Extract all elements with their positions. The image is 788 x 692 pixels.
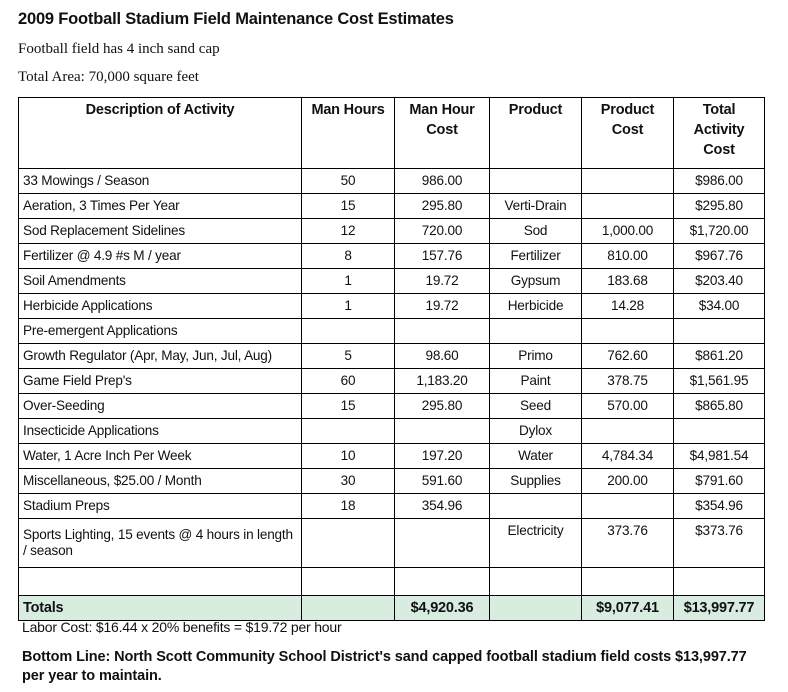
cell-description: Stadium Preps	[19, 494, 302, 519]
cell-man-hours: 60	[302, 369, 395, 394]
cell-total	[674, 319, 765, 344]
header-product: Product	[490, 98, 582, 169]
cell-product: Herbicide	[490, 294, 582, 319]
cell-total: $986.00	[674, 169, 765, 194]
cell-product-cost	[582, 419, 674, 444]
cost-estimates-table	[18, 97, 765, 621]
cell-product: Verti-Drain	[490, 194, 582, 219]
header-total-activity-cost: Total Activity Cost	[674, 98, 765, 169]
cell-product-cost: 183.68	[582, 269, 674, 294]
cell-man-hours	[302, 519, 395, 568]
totals-product	[490, 596, 582, 621]
cell-man-hours: 18	[302, 494, 395, 519]
cell-total: $295.80	[674, 194, 765, 219]
table-row	[19, 219, 765, 244]
cell-man-hour-cost: 19.72	[395, 269, 490, 294]
cell-product-cost: 4,784.34	[582, 444, 674, 469]
table-row	[19, 244, 765, 269]
cell-man-hours: 1	[302, 269, 395, 294]
cell-product: Primo	[490, 344, 582, 369]
totals-product-cost: $9,077.41	[582, 596, 674, 621]
table-row	[19, 169, 765, 194]
cell-description: Insecticide Applications	[19, 419, 302, 444]
cell-product-cost: 373.76	[582, 519, 674, 568]
table-row	[19, 394, 765, 419]
cell-man-hours	[302, 419, 395, 444]
table-row	[19, 469, 765, 494]
bottom-line: Bottom Line: North Scott Community School District's sand capped football stadium field costs $13,997.77 per year to maintain.	[22, 649, 747, 684]
cell-product	[490, 319, 582, 344]
table-row	[19, 519, 765, 568]
cell-product-cost	[582, 319, 674, 344]
total-area-note: Total Area: 70,000 square feet	[18, 69, 199, 85]
totals-label: Totals	[19, 596, 302, 621]
cell-product-cost: 570.00	[582, 394, 674, 419]
cell-product-cost: 378.75	[582, 369, 674, 394]
cell-description: Game Field Prep's	[19, 369, 302, 394]
cell-description: Pre-emergent Applications	[19, 319, 302, 344]
empty-cell	[395, 568, 490, 596]
cell-product: Gypsum	[490, 269, 582, 294]
empty-cell	[582, 568, 674, 596]
totals-total: $13,997.77	[674, 596, 765, 621]
empty-cell	[490, 568, 582, 596]
cell-total: $967.76	[674, 244, 765, 269]
field-note: Football field has 4 inch sand cap	[18, 41, 220, 57]
cell-man-hour-cost: 295.80	[395, 394, 490, 419]
cell-product: Supplies	[490, 469, 582, 494]
cell-product: Fertilizer	[490, 244, 582, 269]
header-man-hour-cost: Man Hour Cost	[395, 98, 490, 169]
cell-total: $34.00	[674, 294, 765, 319]
cell-man-hours: 15	[302, 394, 395, 419]
empty-cell	[19, 568, 302, 596]
cell-man-hours: 1	[302, 294, 395, 319]
header-man-hours: Man Hours	[302, 98, 395, 169]
cell-product-cost: 762.60	[582, 344, 674, 369]
cell-product: Sod	[490, 219, 582, 244]
cell-man-hour-cost	[395, 419, 490, 444]
cell-man-hours: 50	[302, 169, 395, 194]
header-description: Description of Activity	[19, 98, 302, 169]
cell-man-hour-cost: 295.80	[395, 194, 490, 219]
table-row	[19, 444, 765, 469]
cell-product-cost	[582, 494, 674, 519]
totals-man-hour-cost: $4,920.36	[395, 596, 490, 621]
cell-description: Sod Replacement Sidelines	[19, 219, 302, 244]
table-row	[19, 269, 765, 294]
cell-man-hour-cost: 354.96	[395, 494, 490, 519]
cell-description: Over-Seeding	[19, 394, 302, 419]
cell-description: Herbicide Applications	[19, 294, 302, 319]
cell-description: Growth Regulator (Apr, May, Jun, Jul, Aug)	[19, 344, 302, 369]
cell-man-hour-cost: 157.76	[395, 244, 490, 269]
cell-man-hour-cost: 98.60	[395, 344, 490, 369]
cell-man-hour-cost: 720.00	[395, 219, 490, 244]
cell-product: Electricity	[490, 519, 582, 568]
cell-product: Paint	[490, 369, 582, 394]
table-row	[19, 419, 765, 444]
table-row	[19, 344, 765, 369]
table-row	[19, 319, 765, 344]
page-title: 2009 Football Stadium Field Maintenance Cost Estimates	[18, 10, 454, 28]
cell-description: Sports Lighting, 15 events @ 4 hours in length / season	[19, 519, 302, 568]
cell-man-hours: 15	[302, 194, 395, 219]
cell-product: Water	[490, 444, 582, 469]
cell-man-hours: 30	[302, 469, 395, 494]
table-row	[19, 369, 765, 394]
cell-product	[490, 169, 582, 194]
cell-product-cost: 1,000.00	[582, 219, 674, 244]
cell-product-cost: 200.00	[582, 469, 674, 494]
cell-man-hour-cost	[395, 319, 490, 344]
cell-total: $1,720.00	[674, 219, 765, 244]
cell-total: $4,981.54	[674, 444, 765, 469]
cell-description: 33 Mowings / Season	[19, 169, 302, 194]
cell-man-hour-cost: 19.72	[395, 294, 490, 319]
cell-total: $865.80	[674, 394, 765, 419]
cell-man-hour-cost: 591.60	[395, 469, 490, 494]
cell-description: Aeration, 3 Times Per Year	[19, 194, 302, 219]
labor-cost-note: Labor Cost: $16.44 x 20% benefits = $19.72 per hour	[22, 619, 342, 635]
cell-product-cost	[582, 194, 674, 219]
cell-product: Seed	[490, 394, 582, 419]
cell-total: $1,561.95	[674, 369, 765, 394]
table-row	[19, 294, 765, 319]
cell-description: Miscellaneous, $25.00 / Month	[19, 469, 302, 494]
cell-total: $373.76	[674, 519, 765, 568]
cell-product-cost: 810.00	[582, 244, 674, 269]
cell-man-hour-cost: 197.20	[395, 444, 490, 469]
cell-product	[490, 494, 582, 519]
cell-total: $791.60	[674, 469, 765, 494]
totals-row	[19, 596, 765, 621]
table-row	[19, 194, 765, 219]
cell-product: Dylox	[490, 419, 582, 444]
table-header-row	[19, 98, 765, 169]
cell-product-cost: 14.28	[582, 294, 674, 319]
cell-man-hour-cost: 1,183.20	[395, 369, 490, 394]
spacer-row	[19, 568, 765, 596]
cell-man-hours: 5	[302, 344, 395, 369]
cell-man-hour-cost	[395, 519, 490, 568]
cell-description: Fertilizer @ 4.9 #s M / year	[19, 244, 302, 269]
cell-description: Soil Amendments	[19, 269, 302, 294]
table-row	[19, 494, 765, 519]
cell-total: $354.96	[674, 494, 765, 519]
cell-man-hour-cost: 986.00	[395, 169, 490, 194]
cell-total: $203.40	[674, 269, 765, 294]
cell-man-hours: 10	[302, 444, 395, 469]
cell-product-cost	[582, 169, 674, 194]
cell-description: Water, 1 Acre Inch Per Week	[19, 444, 302, 469]
header-product-cost: Product Cost	[582, 98, 674, 169]
cell-man-hours	[302, 319, 395, 344]
cell-total	[674, 419, 765, 444]
cell-man-hours: 12	[302, 219, 395, 244]
empty-cell	[302, 568, 395, 596]
empty-cell	[674, 568, 765, 596]
cell-total: $861.20	[674, 344, 765, 369]
cell-man-hours: 8	[302, 244, 395, 269]
totals-man-hours	[302, 596, 395, 621]
